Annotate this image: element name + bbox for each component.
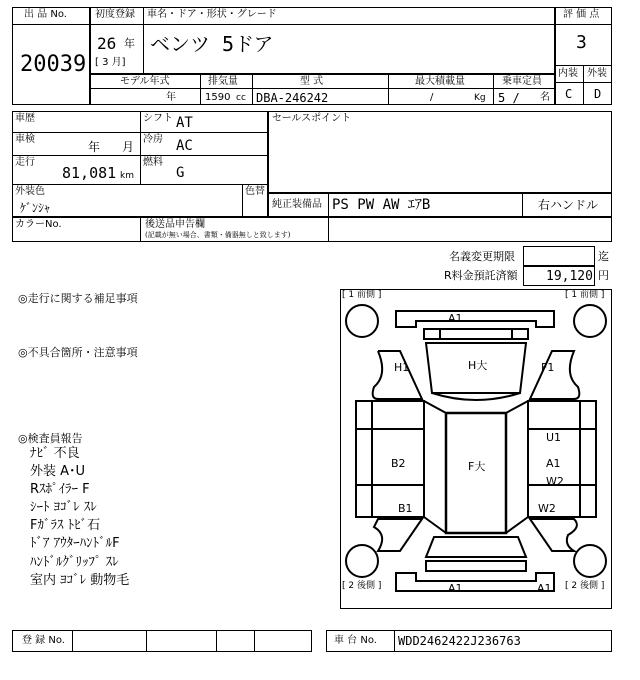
mileage-value: 81,081 bbox=[62, 164, 117, 182]
chassis-no-label: 車 台 No. bbox=[334, 635, 377, 646]
front-left-wheel bbox=[346, 305, 378, 337]
color-docs-row bbox=[12, 217, 612, 242]
registration-no-label: 登 録 No. bbox=[22, 635, 65, 646]
shift-value: AT bbox=[176, 115, 193, 131]
mark-rear-bumper-right: A1 bbox=[537, 582, 552, 595]
mark-right-front-door-top: U1 bbox=[546, 431, 562, 444]
max-load-value: / bbox=[430, 92, 434, 103]
mark-front-right-fender: F1 bbox=[541, 361, 555, 374]
front-left-corner-label: [ 1 前側 ] bbox=[342, 290, 382, 300]
left-body-side bbox=[356, 401, 424, 517]
rear-left-corner-label: [ 2 後側 ] bbox=[342, 581, 382, 591]
model-value: DBA-246242 bbox=[256, 91, 329, 105]
lot-number-label: 出 品 No. bbox=[24, 9, 67, 20]
inspector-line: ｼｰﾄ ﾖｺﾞﾚ ｽﾚ bbox=[30, 500, 97, 515]
defects-label: ◎不具合箇所・注意事項 bbox=[18, 346, 138, 359]
front-bumper-shape bbox=[396, 311, 554, 327]
interior-label: 内装 bbox=[558, 68, 578, 79]
history-label: 車歴 bbox=[15, 113, 35, 124]
lot-number: 20039 bbox=[20, 52, 87, 77]
rear-plate bbox=[426, 561, 526, 571]
inspector-line: 室内 ﾖｺﾞﾚ 動物毛 bbox=[30, 573, 130, 588]
grade-label: 評 価 点 bbox=[563, 9, 600, 20]
equipment-value: PS PW AW ｴｱB bbox=[332, 197, 431, 213]
exterior-grade: D bbox=[594, 87, 602, 101]
front-right-wheel bbox=[574, 305, 606, 337]
trunk-shape bbox=[426, 537, 526, 557]
inspection-month: 月 bbox=[122, 140, 135, 154]
mark-right-front-door-mid: A1 bbox=[546, 457, 561, 470]
ac-label: 冷房 bbox=[143, 134, 163, 145]
docs-label: 後送品申告欄 bbox=[145, 219, 205, 230]
chassis-no-value: WDD2462422J236763 bbox=[398, 634, 521, 648]
inspection-label: 車検 bbox=[15, 134, 35, 145]
exterior-color-label: 外装色 bbox=[15, 186, 45, 197]
mileage-label: 走行 bbox=[15, 157, 35, 168]
model-year-unit: 年 bbox=[166, 92, 176, 103]
inspector-line: ﾅﾋﾞ 不良 bbox=[30, 446, 80, 461]
car-body-diagram bbox=[340, 289, 612, 609]
mark-roof: F大 bbox=[468, 460, 486, 473]
sales-point-label: セールスポイント bbox=[272, 113, 352, 124]
displacement-value: 1590 bbox=[205, 92, 231, 103]
rear-right-wheel bbox=[574, 545, 606, 577]
model-year-label: モデル年式 bbox=[120, 76, 170, 87]
color-no-label: カラーNo. bbox=[15, 219, 62, 230]
exterior-label: 外装 bbox=[587, 68, 607, 79]
recycle-label: R料金預託済額 bbox=[444, 269, 518, 282]
ac-value: AC bbox=[176, 138, 193, 154]
name-change-unit: 迄 bbox=[598, 250, 609, 263]
first-registration-label: 初度登録 bbox=[95, 9, 135, 20]
interior-grade: C bbox=[565, 87, 573, 101]
driving-notes-label: ◎走行に関する補足事項 bbox=[18, 292, 138, 305]
name-change-field bbox=[523, 246, 595, 266]
steering-value: 右ハンドル bbox=[538, 198, 599, 212]
first-registration-year: 26 bbox=[97, 34, 117, 53]
mark-rear-bumper: A1 bbox=[448, 582, 463, 595]
capacity-label: 乗車定員 bbox=[502, 76, 542, 87]
max-load-label: 最大積載量 bbox=[415, 76, 465, 87]
capacity-unit: 名 bbox=[540, 92, 550, 103]
inspector-line: ﾄﾞｱ ｱｳﾀｰﾊﾝﾄﾞﾙF bbox=[30, 536, 120, 551]
mark-hood: H大 bbox=[468, 359, 488, 372]
roof-shape bbox=[446, 413, 506, 533]
mark-left-rear-quarter: B1 bbox=[398, 502, 413, 515]
grade-value: 3 bbox=[576, 32, 587, 53]
front-right-fender-shape bbox=[530, 351, 579, 399]
car-name-label: 車名・ドア・形状・グレード bbox=[147, 9, 277, 20]
mark-front-bumper: A1 bbox=[448, 312, 463, 325]
first-registration-month: [ 3 月] bbox=[95, 57, 126, 68]
rear-left-wheel bbox=[346, 545, 378, 577]
inspection-year: 年 bbox=[88, 140, 101, 154]
front-right-corner-label: [ 1 前側 ] bbox=[565, 290, 605, 300]
inspector-report-label: ◎検査員報告 bbox=[18, 432, 83, 445]
car-name: ベンツ 5ドア bbox=[150, 32, 274, 56]
recycle-value: 19,120 bbox=[546, 269, 593, 284]
capacity-value: 5 / bbox=[498, 91, 520, 105]
year-unit: 年 bbox=[124, 37, 135, 50]
inspector-line: Rｽﾎﾟｲﾗｰ F bbox=[30, 482, 90, 497]
displacement-unit: cc bbox=[236, 93, 246, 103]
rear-bumper-shape bbox=[396, 573, 554, 591]
fuel-value: G bbox=[176, 165, 185, 181]
max-load-unit: Kg bbox=[474, 93, 486, 103]
name-change-label: 名義変更期限 bbox=[449, 250, 515, 263]
shift-label: シフト bbox=[143, 113, 173, 124]
recycle-unit: 円 bbox=[598, 269, 609, 282]
model-label: 型 式 bbox=[300, 76, 324, 87]
equipment-label: 純正装備品 bbox=[272, 199, 322, 210]
inspector-line: Fｶﾞﾗｽ ﾄﾋﾞ石 bbox=[30, 518, 101, 533]
color-change-label: 色替 bbox=[245, 186, 265, 197]
right-body-side bbox=[528, 401, 596, 517]
rear-right-corner-label: [ 2 後側 ] bbox=[565, 581, 605, 591]
mileage-unit: km bbox=[120, 171, 134, 181]
mark-right-front-door-low: W2 bbox=[546, 475, 564, 488]
rear-left-fender-shape bbox=[374, 519, 422, 551]
exterior-color-value: ｹﾞﾝｼｬ bbox=[20, 201, 51, 215]
mark-left-rear-door: B2 bbox=[391, 457, 406, 470]
docs-note: (記載が無い場合、書類・備器無しと致します) bbox=[145, 231, 291, 239]
mark-right-rear-door: W2 bbox=[538, 502, 556, 515]
fuel-label: 燃料 bbox=[143, 157, 163, 168]
inspector-line: 外装 A･U bbox=[30, 464, 86, 479]
front-left-fender-shape bbox=[373, 351, 422, 399]
inspector-line: ﾊﾝﾄﾞﾙｸﾞﾘｯﾌﾟ ｽﾚ bbox=[30, 555, 119, 570]
rear-right-fender-shape bbox=[530, 519, 577, 551]
displacement-label: 排気量 bbox=[208, 76, 238, 87]
mark-front-left-fender: H1 bbox=[394, 361, 410, 374]
